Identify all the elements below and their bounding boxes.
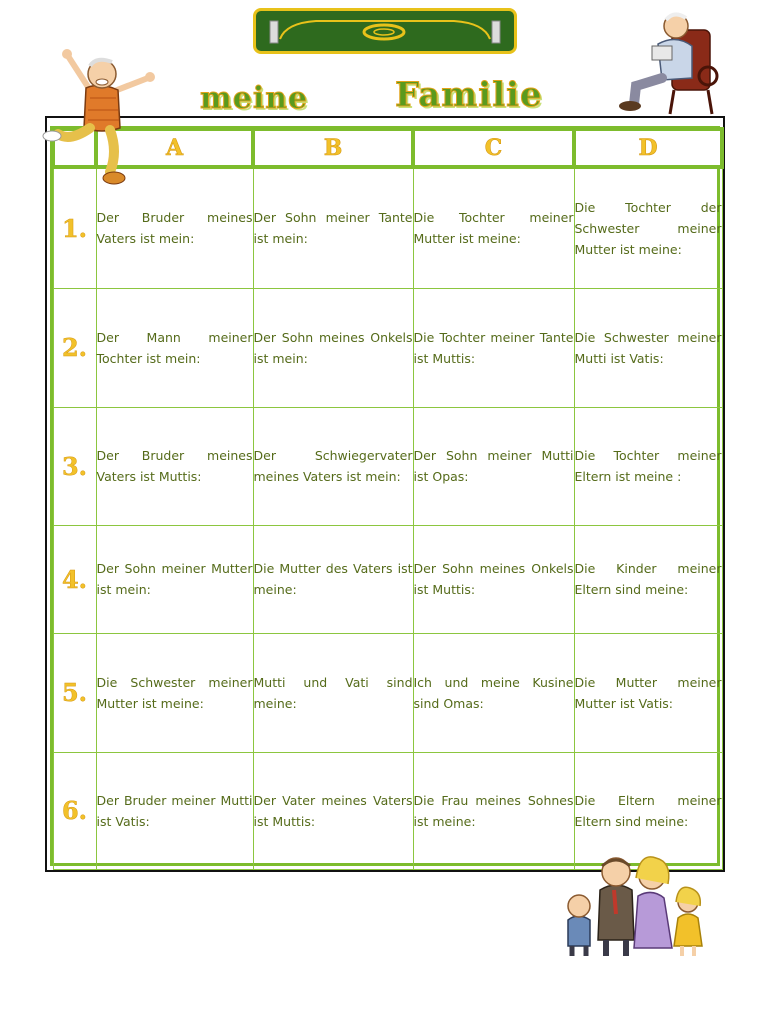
- cell-text: Der Sohn meines Onkels ist Muttis:: [413, 561, 574, 597]
- cell-text: Der Mann meiner Tochter ist mein:: [96, 329, 253, 366]
- cell-text: Der Sohn meiner Tante ist mein:: [253, 210, 413, 247]
- banner-emblem-icon: [253, 8, 517, 54]
- cell-text: Der Schwiegervater meines Vaters ist mein:: [253, 448, 413, 484]
- cell-text: Die Frau meines Sohnes ist meine:: [413, 792, 574, 829]
- column-header-b: B: [253, 129, 413, 167]
- row-number: 4.: [53, 525, 96, 633]
- column-header-a: A: [96, 129, 253, 167]
- table-cell: [413, 633, 574, 752]
- family-group-icon: [560, 840, 710, 962]
- table-cell: [413, 407, 574, 525]
- table-cell: [574, 407, 722, 525]
- cell-text: Der Sohn meiner Mutti ist Opas:: [413, 448, 574, 484]
- cell-text: Die Tochter meiner Mutter ist meine:: [413, 210, 574, 247]
- table-cell: [253, 633, 413, 752]
- cell-text: Der Bruder meiner Mutti ist Vatis:: [96, 792, 253, 829]
- table-cell: [253, 525, 413, 633]
- column-header-c: C: [413, 129, 574, 167]
- dancing-grandpa-icon: [40, 42, 160, 192]
- table-cell: [413, 525, 574, 633]
- cell-text: Mutti und Vati sind meine:: [253, 674, 413, 711]
- table-row: [53, 288, 722, 407]
- row-number: 2.: [53, 288, 96, 407]
- cell-text: Die Mutter meiner Mutter ist Vatis:: [574, 674, 722, 711]
- reading-grandpa-icon: [612, 4, 724, 118]
- cell-text: Der Sohn meines Onkels ist mein:: [253, 329, 413, 366]
- table-cell: [574, 525, 722, 633]
- table-row: [53, 525, 722, 633]
- column-header-d: D: [574, 129, 722, 167]
- table-cell: [96, 525, 253, 633]
- cell-text: Die Kinder meiner Eltern sind meine:: [574, 561, 722, 597]
- table-cell: [253, 752, 413, 869]
- title-word-familie: Familie: [395, 75, 543, 115]
- cell-text: Ich und meine Kusine sind Omas:: [413, 674, 574, 711]
- table-cell: [96, 407, 253, 525]
- table-row: [53, 633, 722, 752]
- family-quiz-table: [51, 127, 724, 870]
- cell-text: Die Schwester meiner Mutti ist Vatis:: [574, 329, 722, 366]
- cell-text: Die Mutter des Vaters ist meine:: [253, 561, 413, 597]
- table-cell: [253, 407, 413, 525]
- cell-text: Die Tochter der Schwester meiner Mutter ist meine:: [574, 199, 722, 257]
- row-number: 5.: [53, 633, 96, 752]
- cell-text: Der Bruder meines Vaters ist mein:: [96, 210, 253, 247]
- title-word-meine: meine: [200, 81, 309, 116]
- table-cell: [413, 288, 574, 407]
- table-row: [53, 407, 722, 525]
- cell-text: Die Tochter meiner Eltern ist meine :: [574, 448, 722, 484]
- row-number: 3.: [53, 407, 96, 525]
- table-cell: [413, 752, 574, 869]
- cell-text: Die Eltern meiner Eltern sind meine:: [574, 792, 722, 829]
- cell-text: Der Sohn meiner Mutter ist mein:: [96, 561, 253, 597]
- cell-text: Die Schwester meiner Mutter ist meine:: [96, 674, 253, 711]
- table-cell: [96, 288, 253, 407]
- table-cell: [413, 167, 574, 288]
- table-cell: [253, 288, 413, 407]
- table-cell: [253, 167, 413, 288]
- cell-text: Der Vater meines Vaters ist Muttis:: [253, 792, 413, 829]
- cell-text: Der Bruder meines Vaters ist Muttis:: [96, 448, 253, 484]
- table-cell: [574, 288, 722, 407]
- table-cell: [574, 633, 722, 752]
- table-cell: [96, 633, 253, 752]
- table-cell: [96, 752, 253, 869]
- table-cell: [574, 167, 722, 288]
- row-number: 1.: [53, 167, 96, 288]
- cell-text: Die Tochter meiner Tante ist Muttis:: [413, 329, 574, 366]
- row-number: 6.: [53, 752, 96, 869]
